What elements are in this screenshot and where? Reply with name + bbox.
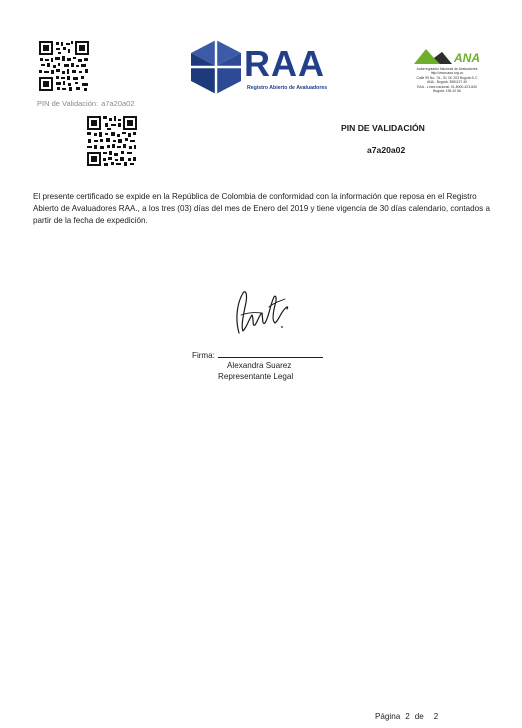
pin-validation-code: a7a20a02 xyxy=(367,145,406,155)
firma-underline xyxy=(218,349,323,358)
signer-role: Representante Legal xyxy=(218,372,294,381)
page-current: 2 xyxy=(405,712,410,721)
ana-line: RAA - Línea nacional: 01-8000-423-840 xyxy=(417,84,477,89)
raa-cube-icon xyxy=(189,38,243,96)
raa-subtitle: Registro Abierto de Avaluadores xyxy=(247,85,328,91)
certificate-paragraph: El presente certificado se expide en la República de Colombia de conformidad con la información que reposa en el Registro Abierto de Avaluadores RAA., a los tres (03) días del mes de Enero del 2019 y tiene vigencia de 30 días calendario, contados a partir de la fecha de expedición. xyxy=(33,192,490,226)
page-total: 2 xyxy=(433,712,439,721)
ana-line: ANA - Bogotá: 3581137 40 xyxy=(426,80,468,85)
pin-small-code: a7a20a02 xyxy=(101,99,135,108)
ana-line: Autorregulador Nacional de Avaluadores xyxy=(416,67,478,71)
pin-validation-title: PIN DE VALIDACIÓN xyxy=(341,123,425,133)
pin-validation-small xyxy=(37,99,135,108)
ana-contact-block xyxy=(404,67,490,93)
ana-line: Calle 99 No. 7A - 51 Of. 203 Bogotá D.C xyxy=(416,75,478,80)
ana-mountain-icon xyxy=(404,46,490,66)
qr-code-top xyxy=(38,40,90,92)
ana-line: http://www.ana.org.co xyxy=(430,71,464,76)
firma-label: Firma: xyxy=(192,351,215,360)
handwritten-signature xyxy=(225,285,300,340)
raa-wordmark: RAA xyxy=(244,43,325,84)
pin-small-label: PIN de Validación: xyxy=(37,99,99,108)
page-of-label: de xyxy=(414,712,424,721)
ana-wordmark: ANA xyxy=(454,51,480,65)
ana-line: Bogotá: 196 42 66 xyxy=(433,89,461,94)
qr-code-validation xyxy=(86,115,138,167)
raa-logo xyxy=(189,38,344,98)
page-number xyxy=(375,712,438,721)
ana-logo xyxy=(404,46,490,104)
signer-name: Alexandra Suarez xyxy=(227,361,292,370)
page-label: Página xyxy=(375,712,401,721)
firma-line xyxy=(192,349,323,360)
